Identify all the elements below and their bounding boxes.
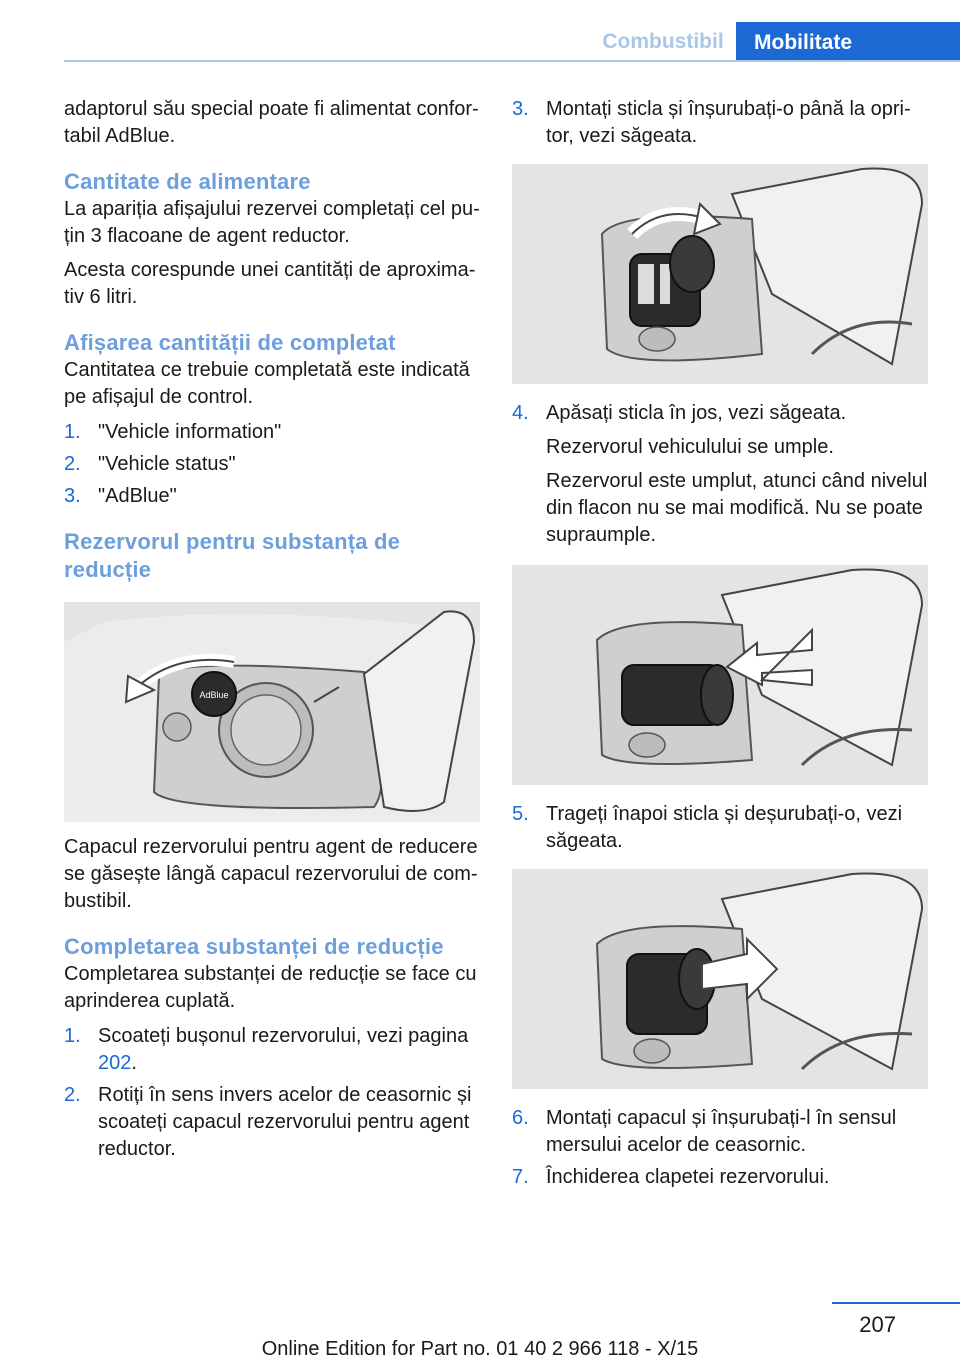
intro-paragraph: adaptorul său special poate fi alimentat confortabil AdBlue. — [64, 98, 479, 147]
figure-tank-location — [64, 602, 480, 822]
step-text: Montați capacul și înșurubați-l în sensul mersului acelor de ceasornic. — [546, 1107, 897, 1156]
refill-steps-continued — [512, 96, 928, 150]
remove-bottle-illustration — [512, 869, 928, 1089]
header-rule — [64, 60, 960, 62]
step-text: Închiderea clapetei rezervorului. — [546, 1166, 830, 1188]
quantity-paragraph-1: La apariția afișajului rezervei completați cel puțin 3 flacoane de agent reductor. — [64, 198, 480, 247]
step-text-end: . — [131, 1052, 137, 1074]
step-number: 7. — [512, 1166, 529, 1188]
step-number: 3. — [64, 485, 81, 507]
step-text: Trageți înapoi sticla și deșurubați-o, vezi săgeata. — [546, 803, 903, 852]
heading-refill: Completarea substanței de reducție — [64, 934, 444, 959]
step-number: 5. — [512, 803, 529, 825]
step-subtext: Rezervorul este umplut, atunci când nivelul din flacon nu se mai modifică. Nu se poate supraumple. — [546, 470, 928, 546]
press-bottle-illustration — [512, 565, 928, 785]
list-item — [64, 451, 480, 478]
refill-steps — [64, 1023, 480, 1163]
heading-tank: Rezervorul pentru substanța de reducție — [64, 529, 401, 582]
step-number: 1. — [64, 1025, 81, 1047]
step-text: "Vehicle status" — [98, 453, 236, 475]
page-reference-link[interactable]: 202 — [98, 1052, 132, 1074]
step-subtext: Rezervorul vehiculului se umple. — [546, 436, 834, 458]
step-text: Rotiți în sens invers acelor de ceasornic și scoateți capacul rezervorului pentru agent reductor. — [98, 1084, 472, 1160]
figure-press-bottle — [512, 565, 928, 785]
cap-label: AdBlue — [199, 690, 229, 700]
section-tab[interactable]: Combustibil — [602, 30, 724, 53]
list-item — [512, 801, 928, 855]
list-item — [512, 1164, 928, 1191]
page-header — [0, 0, 960, 64]
figure-remove-bottle — [512, 869, 928, 1089]
figure-mount-bottle — [512, 164, 928, 384]
refill-steps-continued-2 — [512, 400, 928, 549]
list-item — [512, 1105, 928, 1159]
step-number: 2. — [64, 1084, 81, 1106]
page-number: 207 — [859, 1312, 896, 1337]
list-item — [512, 400, 928, 549]
list-item — [64, 483, 480, 510]
refill-steps-continued-4 — [512, 1105, 928, 1191]
left-column — [64, 96, 480, 1169]
step-number: 6. — [512, 1107, 529, 1129]
heading-display: Afișarea cantității de completat — [64, 330, 396, 355]
step-number: 3. — [512, 98, 529, 120]
step-text: Apăsați sticla în jos, vezi săgeata. — [546, 402, 847, 424]
right-column — [512, 96, 928, 1197]
step-text: "AdBlue" — [98, 485, 177, 507]
list-item — [64, 1023, 480, 1077]
fuel-flap-illustration — [64, 602, 480, 822]
list-item — [64, 1082, 480, 1163]
chapter-tab[interactable]: Mobilitate — [736, 22, 960, 62]
step-text: "Vehicle information" — [98, 421, 282, 443]
step-text: Montați sticla și înșurubați-o până la opritor, vezi săgeata. — [546, 98, 911, 147]
refill-steps-continued-3 — [512, 801, 928, 855]
step-text: Scoateți bușonul rezervorului, vezi pagina — [98, 1025, 469, 1047]
refill-paragraph: Completarea substanței de reducție se face cu aprinderea cuplată. — [64, 963, 477, 1012]
step-number: 1. — [64, 421, 81, 443]
mount-bottle-illustration — [512, 164, 928, 384]
list-item — [512, 96, 928, 150]
footer-rule — [832, 1302, 960, 1304]
list-item — [64, 419, 480, 446]
step-number: 2. — [64, 453, 81, 475]
display-paragraph: Cantitatea ce trebuie completată este indicată pe afișajul de control. — [64, 359, 470, 408]
display-steps — [64, 419, 480, 510]
quantity-paragraph-2: Acesta corespunde unei cantități de aproximativ 6 litri. — [64, 259, 476, 308]
step-number: 4. — [512, 402, 529, 424]
heading-quantity: Cantitate de alimentare — [64, 169, 311, 194]
edition-note: Online Edition for Part no. 01 40 2 966 118 - X/15 — [261, 1338, 699, 1360]
tank-paragraph: Capacul rezervorului pentru agent de reducere se găsește lângă capacul rezervorului de combustibil. — [64, 836, 478, 912]
